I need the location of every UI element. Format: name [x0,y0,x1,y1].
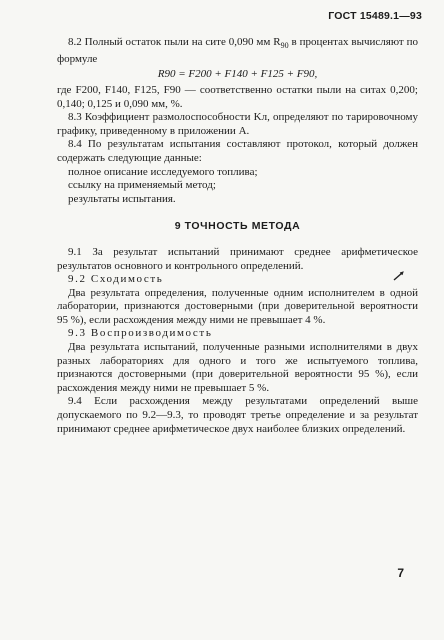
heading-9-2 [57,273,418,287]
p82-sub: 90 [280,41,289,51]
list-item [57,193,418,207]
list-item-text: ссылку на применяемый метод; [68,179,216,192]
p83-text: 8.3 Коэффициент размолоспособности Kл, определяют по тарировочному графику, приведенному в приложении А. [57,111,418,137]
p84-text: 8.4 По результатам испытания составляют протокол, который должен содержать следующие данные: [57,138,418,164]
paragraph-9-4 [57,395,418,436]
formula-r90: R90 = F200 + F140 + F125 + F90, [157,68,318,81]
paragraph-8-2-where: где F200, F140, F125, F90 — соответственно остатки пыли на ситах 0,200; 0,140; 0,125 и 0,090 мм, %. [57,83,418,110]
paragraph-9-1 [57,246,418,273]
list-item [57,166,418,180]
paragraph-9-2 [57,287,418,328]
list-item-text: результаты испытания. [68,192,176,205]
list-item-text: полное описание исследуемого топлива; [68,165,258,178]
gost-header: ГОСТ 15489.1—93 [328,10,422,22]
paragraph-9-3 [57,341,418,395]
list-item [57,179,418,193]
p92-text: Два результата определения, полученные одним исполнителем в одной лаборатории, признаются достоверными (при доверительной вероятности 95 %), если расхождения между ними не превышает 4 %. [57,286,418,326]
section-title: 9 ТОЧНОСТЬ МЕТОДА [174,220,301,233]
pen-mark-icon [392,271,404,281]
page-content [57,36,418,436]
p82-text-b: в процентах вычисляют по формуле [57,36,419,65]
h92-text: 9.2 Сходимость [68,273,164,286]
p82-text: 8.2 Полный остаток пыли на сите 0,090 мм R [68,36,281,48]
p91-text: 9.1 За результат испытаний принимают среднее арифметическое результатов основного и контрольного определений. [57,245,418,272]
paragraph-8-2 [57,36,418,66]
p93-text: Два результата испытаний, полученные разными исполнителями в двух разных лабораториях для одного и того же испытуемого топлива, признаются достоверными (при доверительной вероятности 95 %), если расхождения между ними не превышает 5 %. [57,341,418,394]
heading-9-3 [57,327,418,341]
paragraph-8-3 [57,111,418,138]
h93-text: 9.3 Воспроизводимость [68,327,213,340]
paragraph-8-4 [57,138,418,165]
p94-text: 9.4 Если расхождения между результатами определений выше допускаемого по 9.2—9.3, то проводят третье определение и за результат принимают среднее арифметическое двух наиболее близких определений. [57,395,418,435]
page-number: 7 [397,566,404,580]
